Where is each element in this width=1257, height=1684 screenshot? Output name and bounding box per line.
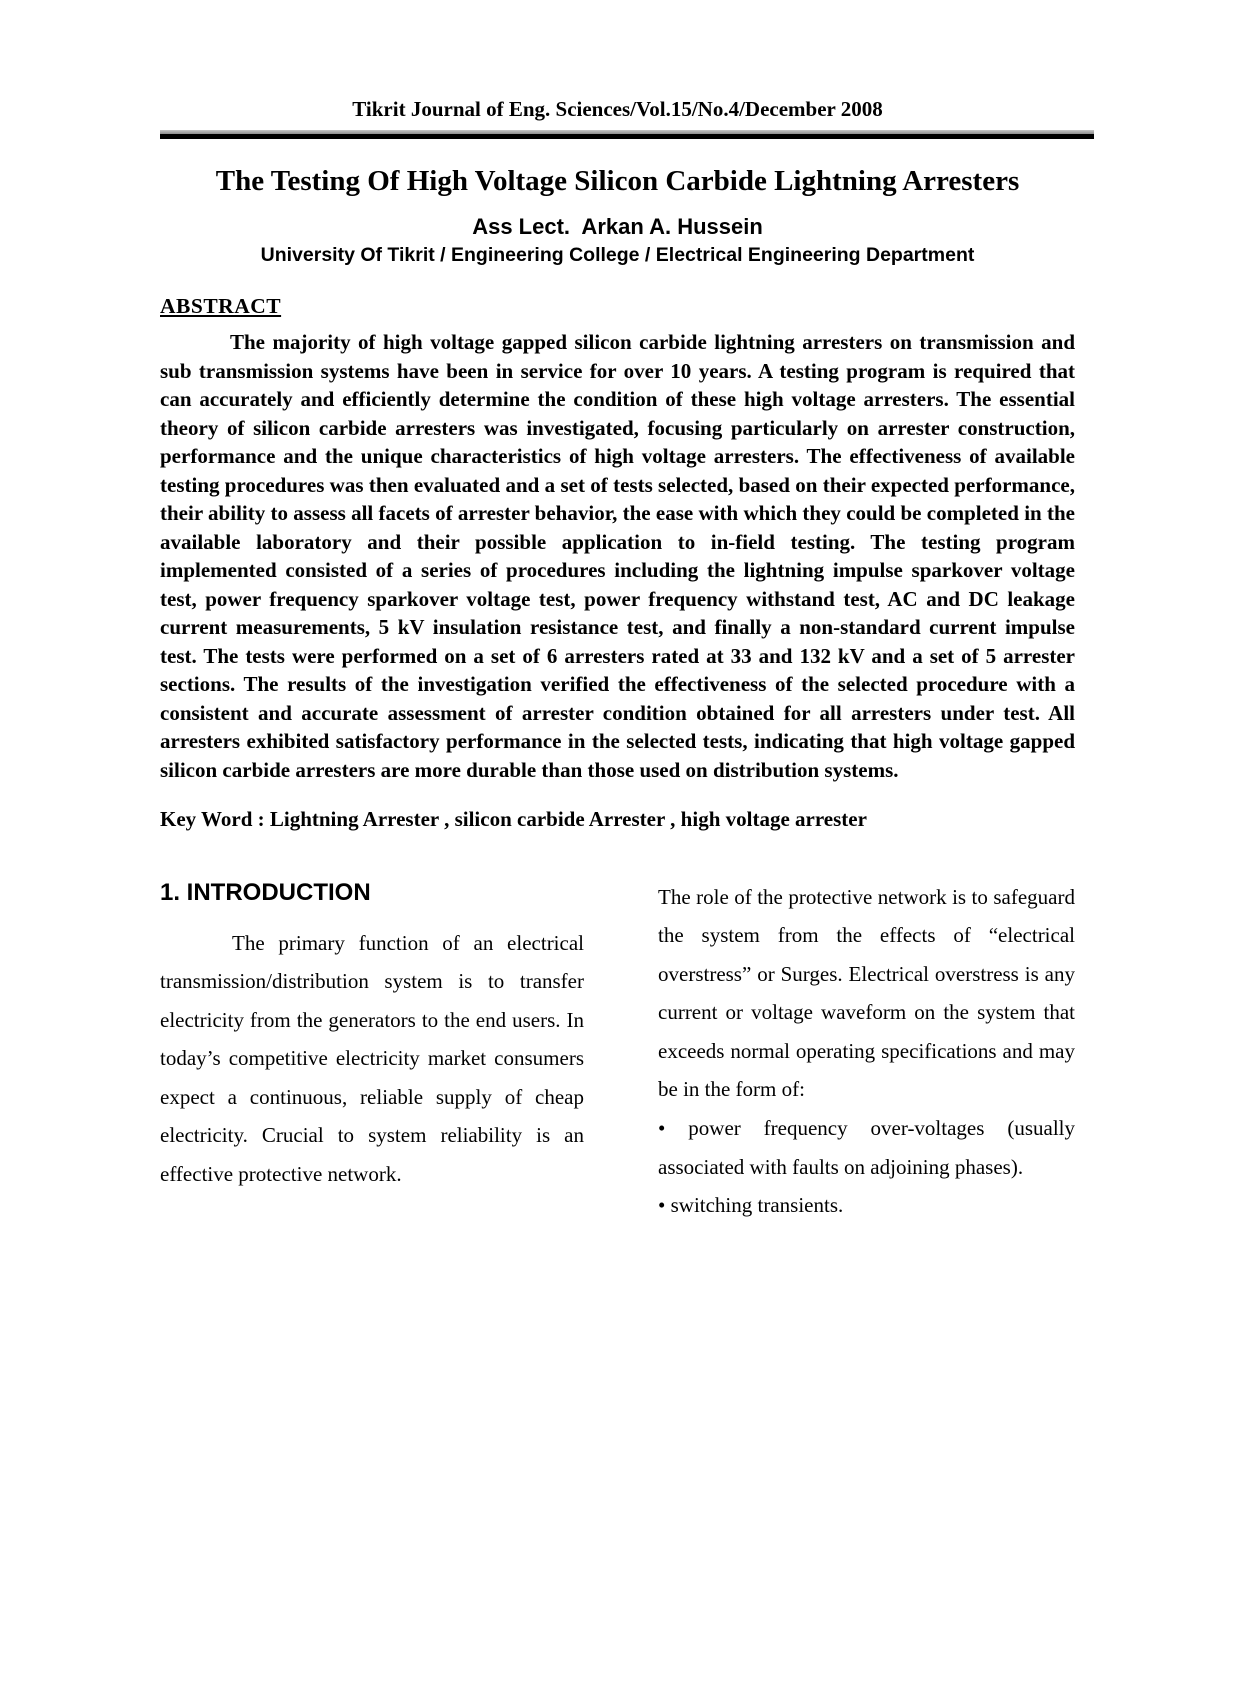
page-content <box>160 0 1075 1225</box>
keywords-line: Key Word : Lightning Arrester , silicon carbide Arrester , high voltage arrester <box>160 807 867 831</box>
abstract-paragraph: The majority of high voltage gapped silicon carbide lightning arresters on transmission and sub transmission systems have been in service for over 10 years. A testing program is required that can accurately and efficiently determine the condition of these high voltage arresters. The essential theory of silicon carbide arresters was investigated, focusing particularly on arrester construction, performance and the unique characteristics of high voltage arresters. The effectiveness of available testing procedures was then evaluated and a set of tests selected, based on their expected performance, their ability to assess all facets of arrester behavior, the ease with which they could be completed in the available laboratory and their possible application to in-field testing. The testing program implemented consisted of a series of procedures including the lightning impulse sparkover voltage test, power frequency sparkover voltage test, power frequency withstand test, AC and DC leakage current measurements, 5 kV insulation resistance test, and finally a non-standard current impulse test. The tests were performed on a set of 6 arresters rated at 33 and 132 kV and a set of 5 arrester sections. The results of the investigation verified the effectiveness of the selected procedure with a consistent and accurate assessment of arrester condition obtained for all arresters under test. All arresters exhibited satisfactory performance in the selected tests, indicating that high voltage gapped silicon carbide arresters are more durable than those used on distribution systems. <box>160 330 1075 782</box>
introduction-left-paragraph: The primary function of an electrical transmission/distribution system is to transfer electricity from the generators to the end users. In today’s competitive electricity market consumers expect a continuous, reliable supply of cheap electricity. Crucial to system reliability is an effective protective network. <box>160 930 584 1187</box>
right-column <box>658 878 1075 1225</box>
author-affiliation: University Of Tikrit / Engineering College / Electrical Engineering Department <box>260 244 975 266</box>
abstract-heading: ABSTRACT <box>160 294 282 318</box>
header-rule <box>160 130 1094 139</box>
left-column <box>160 878 584 1225</box>
introduction-right-paragraph: The role of the protective network is to safeguard the system from the effects of “electrical overstress” or Surges. Electrical overstress is any current or voltage waveform on the system that exceeds normal operating specifications and may be in the form of: <box>658 884 1075 1102</box>
author-name: Ass Lect. Arkan A. Hussein <box>472 214 763 239</box>
introduction-heading: 1. INTRODUCTION <box>160 878 371 906</box>
paper-title: The Testing Of High Voltage Silicon Carbide Lightning Arresters <box>215 165 1020 197</box>
bullet-item-power-frequency: • power frequency over-voltages (usually associated with faults on adjoining phases). <box>658 1116 1075 1179</box>
bullet-item-switching-transients: • switching transients. <box>658 1193 844 1218</box>
two-column-section <box>160 878 1075 1225</box>
journal-header-text: Tikrit Journal of Eng. Sciences/Vol.15/No.4/December 2008 <box>352 97 883 121</box>
